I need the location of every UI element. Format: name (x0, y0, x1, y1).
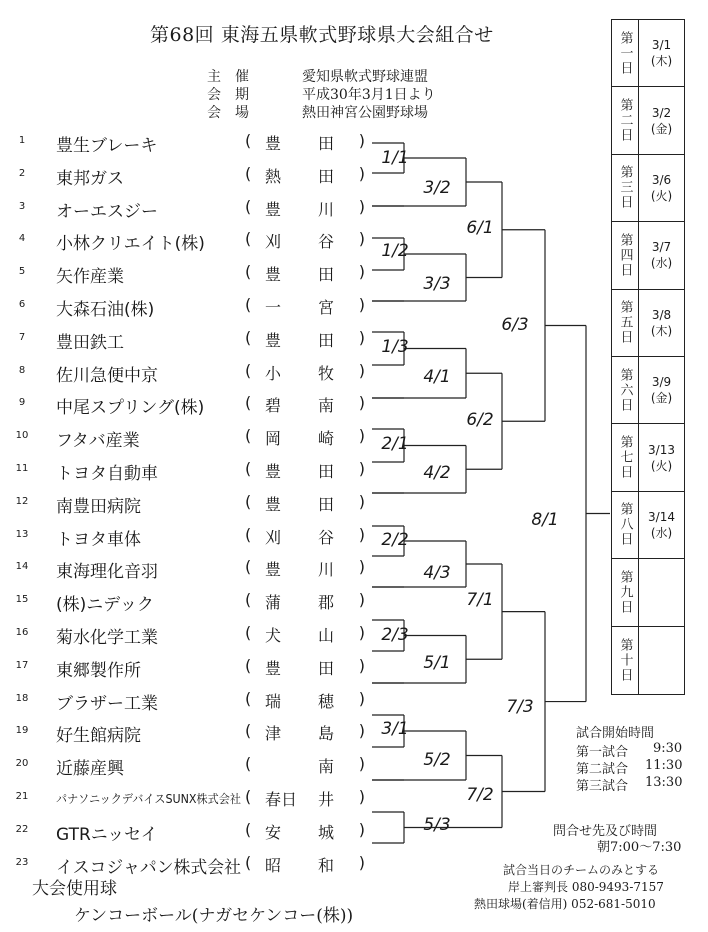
schedule-day: 第七日 (617, 435, 633, 481)
schedule-day: 第二日 (617, 98, 633, 144)
team-name: オーエスジー (56, 201, 158, 222)
info-value-venue: 熱田神宮公園野球場 (302, 105, 428, 121)
schedule-day-cell (612, 627, 639, 694)
team-name: イスコジャパン株式会社 (56, 857, 242, 878)
paren-close: ) (358, 787, 365, 806)
team-number: 19 (15, 725, 29, 737)
team-name: 菊水化学工業 (56, 628, 158, 648)
schedule-day: 第四日 (617, 232, 633, 278)
schedule-day: 第三日 (617, 165, 633, 211)
paren-open: ( (245, 590, 252, 610)
city-char-1: 瑞 (265, 691, 282, 711)
schedule-date-cell (639, 424, 684, 490)
contact-umpire: 岸上審判長 080-9493-7157 (508, 880, 664, 894)
paren-open: ( (245, 327, 252, 347)
team-number: 3 (18, 200, 26, 212)
paren-close: ) (358, 229, 365, 249)
schedule-day: 第五日 (617, 300, 633, 346)
city-char-2: 宮 (318, 298, 335, 317)
schedule-row (612, 357, 684, 424)
schedule-date-cell (639, 155, 684, 221)
schedule-day: 第九日 (617, 569, 633, 615)
game-label: 第三試合 (576, 779, 629, 794)
team-name: 豊生ブレーキ (56, 136, 158, 156)
city-char-2: 田 (318, 462, 335, 481)
bracket-date: 6/1 (466, 218, 494, 238)
city-char-2: 穂 (318, 691, 335, 711)
city-char-2: 田 (318, 166, 335, 186)
schedule-table (611, 19, 685, 695)
paren-close: ) (358, 655, 365, 675)
team-name: 豊田鉄工 (56, 332, 124, 353)
paren-close: ) (358, 623, 365, 642)
schedule-day-cell (612, 20, 639, 86)
bracket-date: 2/2 (381, 530, 409, 550)
bracket-date: 4/2 (423, 463, 451, 483)
schedule-day-cell (612, 492, 639, 558)
schedule-date-cell (639, 87, 684, 153)
city-char-2: 田 (318, 265, 335, 285)
schedule-date: 3/2 (651, 105, 672, 120)
paren-open: ( (245, 787, 252, 806)
paren-open: ( (245, 426, 252, 446)
city-char-1: 豊 (265, 494, 282, 514)
schedule-date: 3/7 (651, 240, 672, 255)
paren-open: ( (245, 524, 252, 544)
paren-open: ( (245, 491, 252, 511)
city-char-2: 牧 (318, 363, 335, 383)
paren-open: ( (245, 459, 252, 478)
paren-open: ( (245, 819, 252, 839)
paren-close: ) (358, 852, 365, 872)
team-number: 14 (15, 561, 29, 573)
paren-close: ) (358, 426, 365, 446)
schedule-date: 3/13 (648, 442, 675, 457)
official-ball-label: 大会使用球 (32, 879, 117, 899)
schedule-date: 3/1 (651, 38, 672, 53)
game-label: 第二試合 (576, 762, 629, 777)
bracket-date: 3/2 (423, 178, 451, 198)
schedule-day: 第八日 (617, 502, 633, 548)
team-number: 4 (18, 233, 26, 245)
bracket-date: 2/3 (381, 625, 409, 645)
paren-close: ) (358, 327, 365, 347)
city-char-2: 城 (318, 822, 335, 842)
paren-close: ) (358, 459, 365, 478)
paren-close: ) (358, 393, 365, 413)
team-number: 11 (15, 463, 29, 474)
city-char-2: 和 (318, 855, 335, 875)
paren-open: ( (245, 262, 252, 282)
team-name: フタバ産業 (56, 431, 140, 452)
city-char-2: 山 (318, 626, 335, 645)
team-name: (株)ニデック (56, 595, 154, 616)
city-char-1: 安 (265, 822, 282, 842)
schedule-date-cell (639, 492, 684, 558)
team-number: 17 (15, 659, 29, 671)
schedule-date: 3/14 (648, 509, 675, 524)
schedule-row (612, 290, 684, 357)
team-name: GTRニッセイ (56, 824, 158, 845)
paren-close: ) (358, 491, 365, 511)
city-char-1: 豊 (265, 658, 282, 678)
schedule-weekday: (火) (650, 458, 673, 473)
team-number: 1 (18, 135, 26, 146)
paren-close: ) (358, 754, 365, 774)
team-number: 21 (15, 791, 29, 802)
game-label: 第一試合 (576, 745, 629, 760)
bracket-date: 3/1 (381, 719, 409, 739)
paren-close: ) (358, 524, 365, 544)
team-number: 15 (15, 594, 29, 606)
schedule-weekday: (金) (650, 391, 673, 406)
schedule-row (612, 559, 684, 626)
city-char-1: 小 (265, 363, 282, 383)
official-ball-name: ケンコーボール(ナガセケンコー(株)) (74, 906, 354, 926)
schedule-date-cell (639, 290, 684, 356)
bracket-date: 3/3 (423, 274, 451, 294)
schedule-row (612, 492, 684, 559)
contact-note: 試合当日のチームのみとする (503, 863, 660, 877)
city-char-2: 谷 (318, 232, 335, 252)
team-number: 12 (15, 495, 29, 507)
city-char-2: 田 (318, 494, 335, 514)
city-char-2: 郡 (318, 593, 335, 613)
schedule-day: 第一日 (617, 30, 633, 76)
city-char-2: 崎 (318, 429, 335, 449)
team-number: 18 (15, 692, 29, 704)
paren-close: ) (358, 131, 365, 150)
info-label-organizer: 主催 (207, 69, 263, 85)
paren-open: ( (245, 163, 252, 183)
team-number: 20 (15, 758, 29, 770)
schedule-row (612, 424, 684, 491)
team-name: 東郷製作所 (56, 660, 141, 681)
paren-open: ( (245, 688, 252, 708)
city-char-1: 津 (265, 724, 282, 744)
team-name: 東海理化音羽 (56, 562, 158, 583)
team-name: トヨタ自動車 (56, 464, 158, 484)
paren-close: ) (358, 262, 365, 282)
info-value-organizer: 愛知県軟式野球連盟 (302, 69, 428, 85)
team-number: 22 (15, 823, 29, 835)
schedule-row (612, 627, 684, 694)
city-char-2: 田 (318, 330, 335, 350)
team-name: 好生館病院 (56, 726, 141, 747)
team-name: パナソニックデバイスSUNX株式会社 (56, 792, 241, 806)
city-char-1: 一 (265, 298, 282, 317)
city-char-1: 碧 (265, 396, 282, 416)
team-number: 2 (18, 167, 26, 179)
schedule-day-cell (612, 87, 639, 153)
schedule-date-cell (639, 357, 684, 423)
bracket-date: 6/3 (501, 315, 529, 335)
city-char-2: 川 (318, 199, 335, 219)
game-time: 13:30 (645, 775, 683, 790)
paren-close: ) (358, 163, 365, 183)
schedule-weekday: (火) (650, 188, 673, 203)
team-name: 南豊田病院 (56, 496, 141, 517)
team-name: 矢作産業 (56, 267, 124, 288)
schedule-weekday: (金) (650, 121, 673, 136)
city-char-2: 島 (318, 724, 335, 744)
team-number: 8 (18, 364, 26, 376)
bracket-date: 7/3 (506, 697, 534, 717)
info-label-period: 会期 (207, 87, 263, 103)
paren-close: ) (358, 688, 365, 708)
city-char-2: 川 (318, 560, 335, 580)
team-number: 6 (18, 299, 26, 310)
paren-open: ( (245, 295, 252, 314)
team-name: 近藤産興 (56, 759, 124, 780)
info-value-period: 平成30年3月1日より (302, 87, 436, 103)
schedule-row (612, 87, 684, 154)
contact-stadium: 熱田球場(着信用) 052-681-5010 (474, 897, 656, 911)
city-char-1: 豊 (265, 134, 282, 153)
paren-close: ) (358, 557, 365, 577)
bracket-date: 7/1 (466, 590, 494, 610)
paren-open: ( (245, 852, 252, 872)
bracket-date: 7/2 (466, 785, 494, 805)
team-number: 10 (15, 430, 29, 442)
city-char-1: 熱 (265, 166, 282, 186)
paren-close: ) (358, 721, 365, 741)
schedule-row (612, 155, 684, 222)
contact-hours: 朝7:00〜7:30 (597, 840, 682, 855)
bracket-date: 4/3 (423, 563, 451, 583)
bracket-date: 5/3 (423, 815, 451, 835)
bracket-date: 1/2 (381, 241, 409, 261)
schedule-day-cell (612, 357, 639, 423)
paren-close: ) (358, 360, 365, 380)
schedule-date: 3/8 (651, 307, 672, 322)
team-name: 小林クリエイト(株) (56, 234, 205, 255)
bracket-date: 4/1 (423, 367, 451, 387)
city-char-1: 豊 (265, 265, 282, 285)
schedule-weekday: (木) (650, 54, 673, 69)
team-name: 東邦ガス (56, 168, 124, 189)
bracket-date: 5/1 (423, 653, 451, 673)
bracket-date: 1/3 (381, 337, 409, 357)
game-time: 9:30 (653, 741, 683, 756)
contact-heading: 問合せ先及び時間 (553, 824, 658, 839)
city-char-2: 南 (318, 396, 335, 416)
paren-open: ( (245, 360, 252, 380)
schedule-weekday: (水) (650, 256, 673, 271)
team-name: 佐川急便中京 (56, 365, 158, 386)
city-char-1: 刈 (265, 527, 282, 547)
bracket-date: 5/2 (423, 750, 451, 770)
city-char-1: 蒲 (265, 593, 282, 613)
schedule-date-cell (639, 559, 684, 625)
bracket-date: 8/1 (531, 510, 559, 530)
city-char-1: 豊 (265, 330, 282, 350)
city-char-2: 井 (318, 790, 335, 809)
city-char-2: 南 (318, 757, 335, 777)
start-time-game-3 (576, 775, 683, 794)
paren-open: ( (245, 196, 252, 216)
schedule-day-cell (612, 222, 639, 288)
team-number: 23 (15, 856, 29, 868)
schedule-row (612, 20, 684, 87)
paren-close: ) (358, 819, 365, 839)
paren-open: ( (245, 131, 252, 150)
start-times-heading: 試合開始時間 (576, 726, 655, 741)
schedule-weekday: (水) (650, 525, 673, 540)
page-title: 第68回 東海五県軟式野球県大会組合せ (150, 24, 494, 46)
schedule-date-cell (639, 222, 684, 288)
team-number: 7 (18, 331, 26, 343)
team-name: 中尾スプリング(株) (56, 398, 205, 419)
city-char-1: 豊 (265, 560, 282, 580)
paren-open: ( (245, 721, 252, 741)
bracket-date: 1/1 (381, 148, 409, 168)
team-number: 13 (15, 528, 29, 540)
paren-open: ( (245, 623, 252, 642)
city-char-1: 刈 (265, 232, 282, 252)
schedule-day-cell (612, 155, 639, 221)
game-time: 11:30 (645, 758, 683, 773)
city-char-1: 豊 (265, 462, 282, 481)
team-number: 16 (15, 627, 29, 638)
schedule-day-cell (612, 424, 639, 490)
schedule-weekday: (木) (650, 323, 673, 338)
schedule-day: 第十日 (617, 637, 633, 683)
schedule-date: 3/6 (651, 172, 672, 187)
city-char-1: 豊 (265, 199, 282, 219)
schedule-row (612, 222, 684, 289)
paren-open: ( (245, 557, 252, 577)
paren-open: ( (245, 655, 252, 675)
city-char-1: 岡 (265, 429, 282, 449)
bracket-date: 2/1 (381, 434, 409, 454)
schedule-date-cell (639, 627, 684, 694)
paren-open: ( (245, 754, 252, 774)
schedule-day: 第六日 (617, 367, 633, 413)
city-char-2: 田 (318, 134, 335, 153)
team-name: トヨタ車体 (56, 529, 141, 550)
city-char-2: 田 (318, 658, 335, 678)
city-char-1: 春日 (265, 790, 298, 809)
paren-open: ( (245, 393, 252, 413)
schedule-date-cell (639, 20, 684, 86)
team-name: 大森石油(株) (56, 300, 155, 320)
team-number: 9 (18, 397, 26, 409)
team-name: ブラザー工業 (56, 693, 158, 714)
city-char-1: 犬 (265, 626, 282, 645)
schedule-date: 3/9 (651, 375, 672, 390)
schedule-day-cell (612, 290, 639, 356)
team-number: 5 (18, 266, 26, 278)
schedule-day-cell (612, 559, 639, 625)
city-char-1: 昭 (265, 855, 282, 875)
paren-open: ( (245, 229, 252, 249)
city-char-2: 谷 (318, 527, 335, 547)
bracket-date: 6/2 (466, 410, 494, 430)
paren-close: ) (358, 295, 365, 314)
info-label-venue: 会場 (207, 105, 263, 121)
paren-close: ) (358, 590, 365, 610)
paren-close: ) (358, 196, 365, 216)
